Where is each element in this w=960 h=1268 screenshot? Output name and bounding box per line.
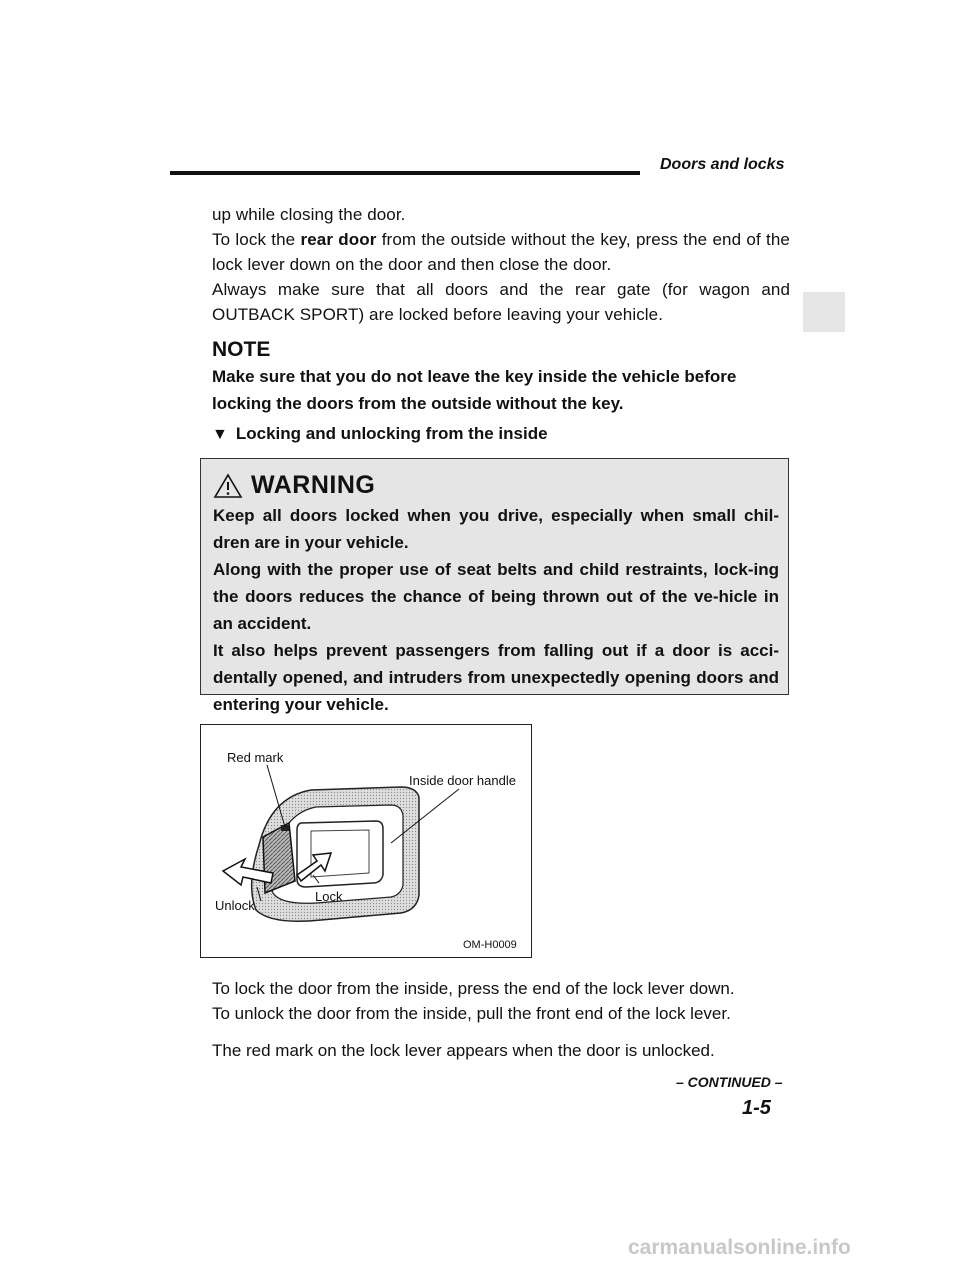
- warning-paragraph: It also helps prevent passengers from falling out if a door is acci-dentally opened, and intruders from unexpectedly opening doors and entering your vehicle.: [213, 641, 779, 714]
- page-number: 1-5: [742, 1097, 771, 1119]
- red-mark-explanation: The red mark on the lock lever appears when the door is unlocked.: [212, 1041, 715, 1060]
- warning-paragraph: Keep all doors locked when you drive, especially when small chil-dren are in your vehicle.: [213, 506, 779, 552]
- warning-header: [213, 471, 375, 500]
- section-title: Doors and locks: [660, 156, 785, 173]
- continued-marker: – CONTINUED –: [676, 1074, 783, 1090]
- subheading: [212, 424, 548, 444]
- rear-door-paragraph: [212, 227, 790, 277]
- triangle-marker-icon: ▼: [212, 426, 228, 443]
- warning-triangle-icon: [213, 473, 243, 499]
- rear-door-emphasis: rear door: [300, 230, 377, 249]
- intro-line: up while closing the door.: [212, 205, 406, 224]
- inside-door-handle-label: Inside door handle: [409, 773, 516, 788]
- figure-code: OM-H0009: [463, 939, 517, 951]
- lock-reminder-paragraph: Always make sure that all doors and the rear gate (for wagon and OUTBACK SPORT) are locked before leaving your vehicle.: [212, 280, 790, 324]
- door-lock-figure: [200, 724, 532, 958]
- header-rule: [170, 171, 640, 175]
- rear-door-text-post: from the outside without the key, press the end of the lock lever down on the door and then close the door.: [212, 230, 790, 274]
- rear-door-text-pre: To lock the: [212, 230, 301, 249]
- chapter-tab: [803, 292, 845, 332]
- warning-box: [200, 458, 789, 714]
- lock-instruction: To lock the door from the inside, press the end of the lock lever down.: [212, 979, 735, 998]
- red-mark-label: Red mark: [227, 750, 284, 765]
- warning-title: WARNING: [251, 471, 376, 499]
- note-title: NOTE: [212, 338, 271, 361]
- unlock-instruction: To unlock the door from the inside, pull the front end of the lock lever.: [212, 1004, 731, 1023]
- subheading-text: Locking and unlocking from the inside: [235, 424, 548, 443]
- warning-paragraph: Along with the proper use of seat belts and child restraints, lock-ing the doors reduces the chance of being thrown out of the ve-hicle in an accident.: [213, 560, 779, 633]
- unlock-label: Unlock: [215, 898, 255, 913]
- watermark: carmanualsonline.info: [628, 1236, 851, 1259]
- intro-text: [212, 202, 790, 327]
- lock-label: Lock: [315, 889, 343, 904]
- warning-text: [213, 502, 779, 718]
- note-text: Make sure that you do not leave the key inside the vehicle before locking the doors from the outside without the key.: [212, 367, 737, 413]
